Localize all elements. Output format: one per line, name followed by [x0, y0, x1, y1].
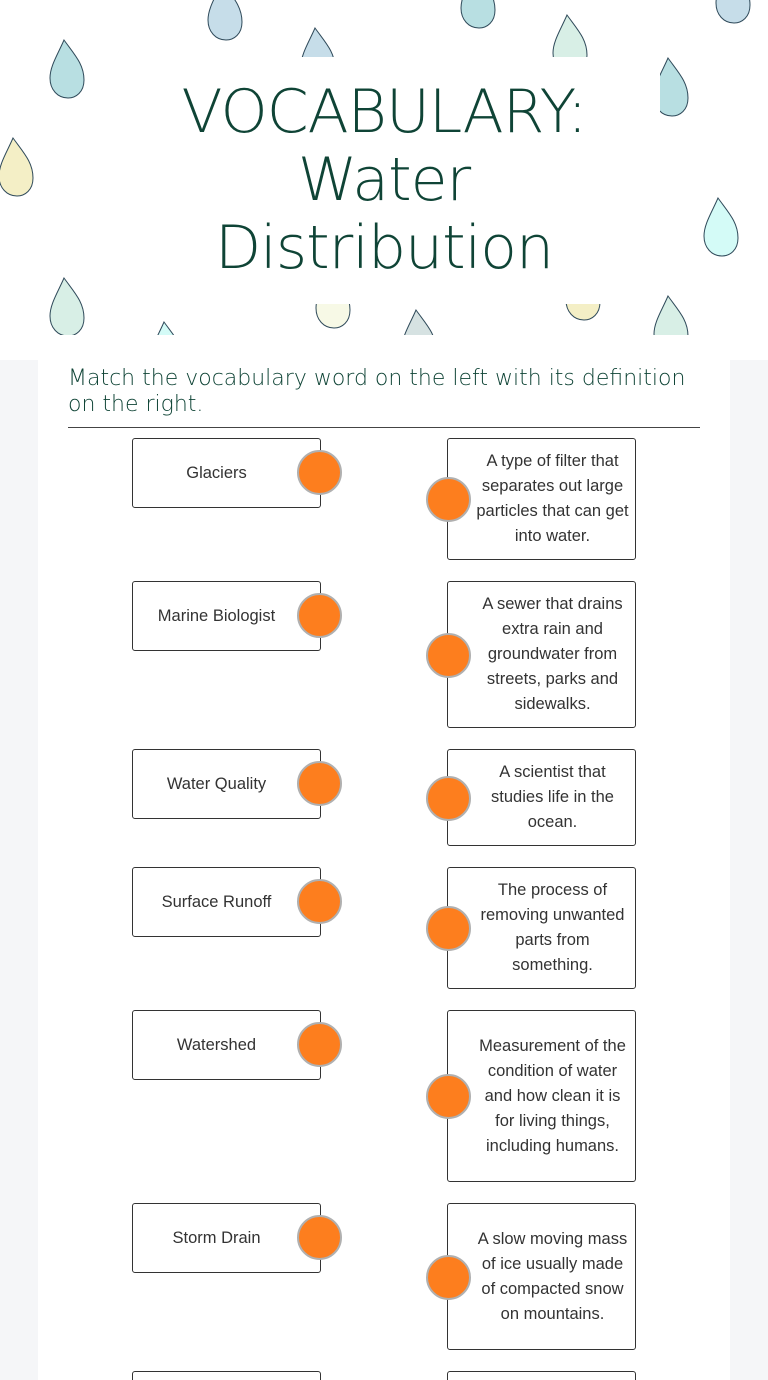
definition-box[interactable]: A scientist that studies life in the ocean.	[447, 749, 636, 846]
word-connector-dot[interactable]	[297, 593, 342, 638]
word-connector-dot[interactable]	[297, 761, 342, 806]
instructions: Match the vocabulary word on the left with its definition on the right.	[68, 366, 686, 417]
word-box[interactable]: Watershed	[132, 1010, 321, 1080]
definition-connector-dot[interactable]	[426, 477, 471, 522]
word-box[interactable]: Glaciers	[132, 438, 321, 508]
word-connector-dot[interactable]	[297, 879, 342, 924]
word-connector-dot[interactable]	[297, 450, 342, 495]
worksheet-card	[38, 360, 730, 1380]
definition-connector-dot[interactable]	[426, 906, 471, 951]
divider	[68, 427, 700, 428]
definition-connector-dot[interactable]	[426, 1074, 471, 1119]
word-box[interactable]: Surface Runoff	[132, 867, 321, 937]
word-connector-dot[interactable]	[297, 1022, 342, 1067]
header-banner	[0, 0, 768, 360]
page-title	[0, 78, 768, 282]
definition-box[interactable]	[447, 1371, 636, 1380]
word-box[interactable]: Water Quality	[132, 749, 321, 819]
word-box[interactable]: Marine Biologist	[132, 581, 321, 651]
definition-box[interactable]: A type of filter that separates out large particles that can get into water.	[447, 438, 636, 560]
word-box[interactable]: Storm Drain	[132, 1203, 321, 1273]
word-box[interactable]	[132, 1371, 321, 1380]
definition-box[interactable]: Measurement of the condition of water and how clean it is for living things, including humans.	[447, 1010, 636, 1182]
definition-box[interactable]: A sewer that drains extra rain and groundwater from streets, parks and sidewalks.	[447, 581, 636, 728]
title-line: Distribution	[214, 213, 554, 283]
title-line: VOCABULARY:	[181, 77, 587, 147]
definition-connector-dot[interactable]	[426, 776, 471, 821]
title-line: Water	[297, 145, 471, 215]
word-connector-dot[interactable]	[297, 1215, 342, 1260]
definition-box[interactable]: A slow moving mass of ice usually made of compacted snow on mountains.	[447, 1203, 636, 1350]
definition-connector-dot[interactable]	[426, 633, 471, 678]
definition-connector-dot[interactable]	[426, 1255, 471, 1300]
definition-box[interactable]: The process of removing unwanted parts from something.	[447, 867, 636, 989]
